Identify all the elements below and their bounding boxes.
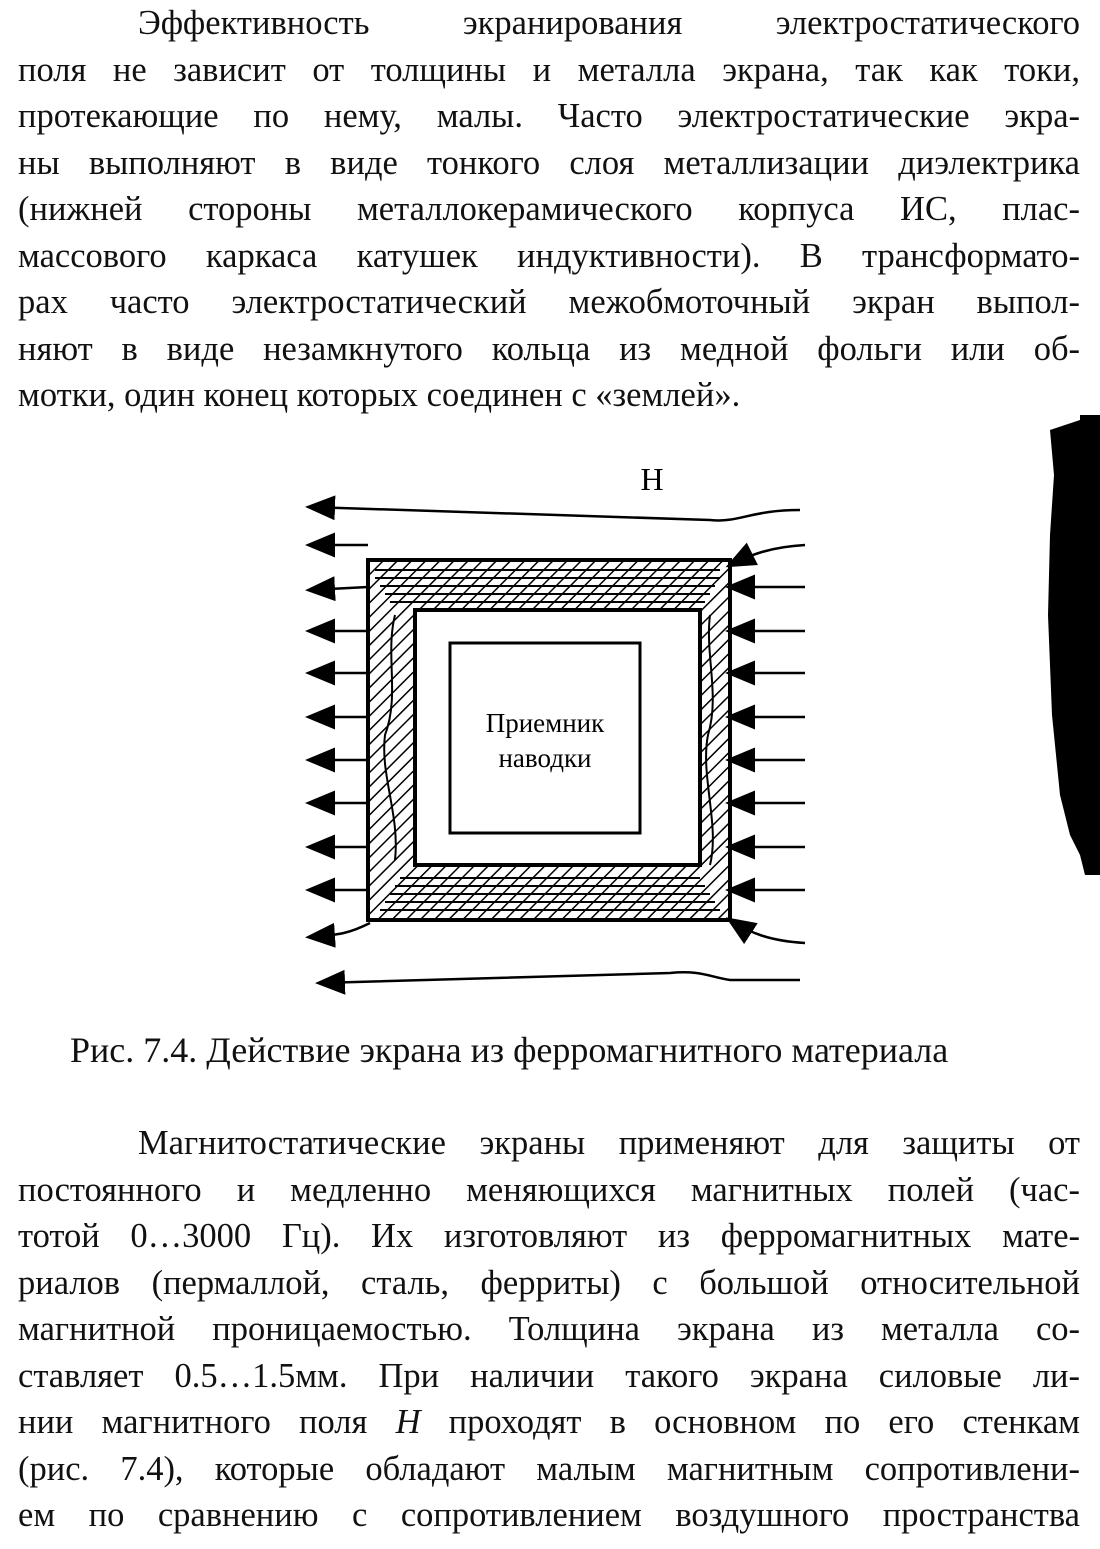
text-line: тотой 0…3000 Гц). Их изготовляют из ферромагнитных мате-	[18, 1217, 1080, 1255]
text-line: Магнитостатические экраны применяют для защиты от	[138, 1124, 1080, 1162]
text-line: массового каркаса катушек индуктивности). В трансформато-	[18, 236, 1080, 275]
text-line: риалов (пермаллой, сталь, ферриты) с большой относительной	[18, 1263, 1080, 1302]
symbol-h: H	[395, 1403, 421, 1441]
receiver-box	[450, 643, 640, 833]
field-label-h: H	[640, 461, 664, 497]
text-line: мотки, один конец которых соединен с «землей».	[18, 376, 741, 414]
text-line: ставляет 0.5…1.5мм. При наличии такого экрана силовые ли-	[18, 1356, 1080, 1395]
text-line: (рис. 7.4), которые обладают малым магнитным сопротивлени-	[18, 1449, 1080, 1488]
paragraph-electrostatic-shielding	[18, 0, 1080, 419]
text-line: ны выполняют в виде тонкого слоя металлизации диэлектрика	[18, 143, 1080, 182]
field-lines-right	[730, 545, 805, 943]
text-line: постоянного и медленно меняющихся магнитных полей (час-	[18, 1170, 1080, 1209]
scan-shadow-edge	[1040, 415, 1100, 875]
ferromagnetic-shield-diagram	[290, 455, 830, 1005]
text-fragment: нии магнитного поля	[18, 1403, 396, 1441]
paragraph-magnetostatic-shielding	[18, 1120, 1080, 1539]
text-fragment: проходят в основном по его стенкам	[420, 1403, 1080, 1441]
text-line: рах часто электростатический межобмоточный экран выпол-	[18, 283, 1080, 321]
text-line: (нижней стороны металлокерамического корпуса ИС, плас-	[18, 190, 1080, 228]
text-line: няют в виде незамкнутого кольца из медной фольги или об-	[18, 329, 1080, 368]
text-line: магнитной проницаемостью. Толщина экрана из металла со-	[18, 1310, 1080, 1348]
field-lines-left	[310, 545, 370, 937]
text-line: Эффективность экранирования электростатического	[138, 4, 1080, 42]
receiver-label-line2: наводки	[498, 743, 592, 773]
text-line: протекающие по нему, малы. Часто электростатические экра-	[18, 97, 1080, 135]
figure-caption: Рис. 7.4. Действие экрана из ферромагнитного материала	[70, 1030, 949, 1070]
receiver-label-line1: Приемник	[485, 708, 605, 738]
text-line-with-symbol	[18, 1399, 1080, 1446]
text-line: поля не зависит от толщины и металла экрана, так как токи,	[18, 50, 1080, 89]
text-line: ем по сравнению с сопротивлением воздушного пространства	[18, 1496, 1080, 1534]
